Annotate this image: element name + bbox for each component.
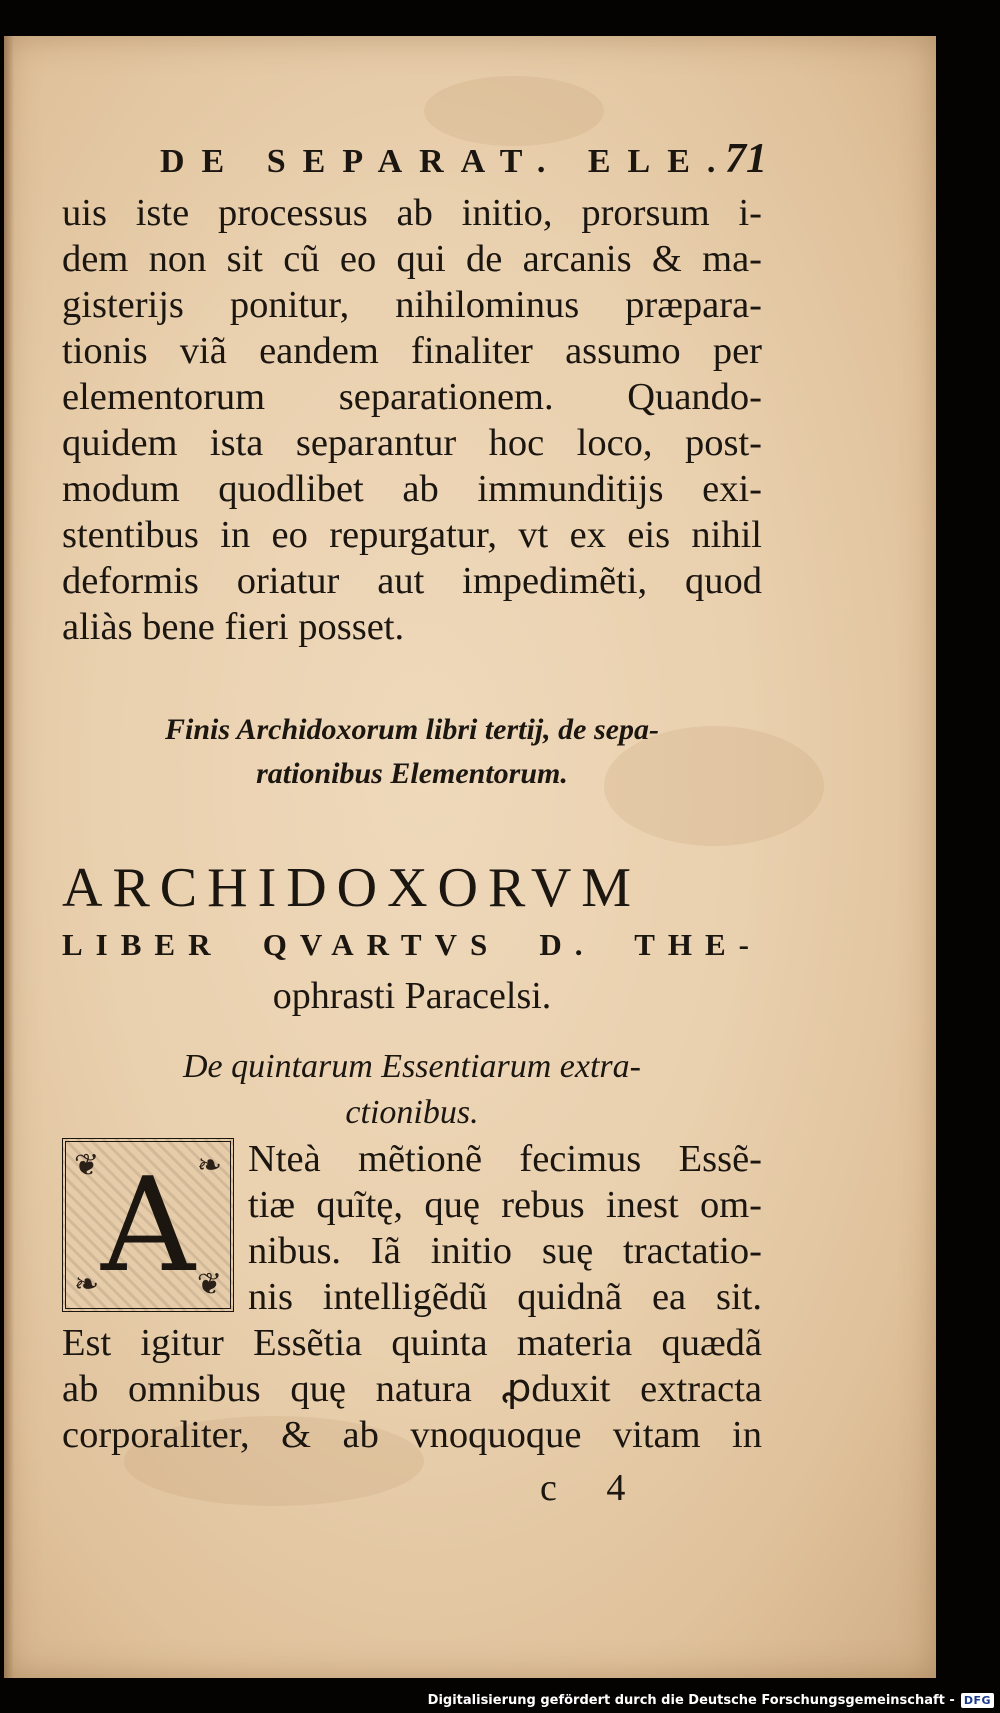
vine-ornament-icon: ❧	[74, 1267, 100, 1302]
main-title: ARCHIDOXORVM	[62, 857, 642, 919]
text-line: dem non sit cũ eo qui de arcanis & ma-	[62, 238, 762, 280]
author-line: ophrasti Paracelsi.	[272, 975, 552, 1017]
dfg-logo-icon: DFG	[961, 1693, 994, 1708]
text-line: Nteà mẽtionẽ fecimus Essẽ-	[248, 1138, 762, 1180]
text-line: stentibus in eo repurgatur, vt ex eis nihil	[62, 514, 762, 556]
decorated-initial	[62, 1138, 234, 1312]
running-head: DE SEPARAT. ELE.	[160, 143, 733, 180]
section-heading-line: De quintarum Essentiarum extra-	[182, 1048, 641, 1085]
colophon	[62, 708, 762, 796]
text-line: elementorum separationem. Quando-	[62, 376, 762, 418]
text-line: aliàs bene fieri posset.	[62, 606, 405, 648]
text-line: modum quodlibet ab immunditijs exi-	[62, 468, 762, 510]
vine-ornament-icon: ❦	[74, 1148, 100, 1183]
colophon-line: rationibus Elementorum.	[256, 757, 568, 790]
text-line: gisterijs ponitur, nihilominus præpara-	[62, 284, 762, 326]
page-edge	[4, 36, 14, 1678]
book-title	[62, 856, 762, 1022]
text-line: tionis viã eandem finaliter assumo per	[62, 330, 762, 372]
digitization-footer	[428, 1689, 994, 1711]
section-heading	[62, 1044, 762, 1136]
page-number: 71	[725, 136, 767, 182]
sub-title: LIBER QVARTVS D. THE-	[62, 927, 762, 962]
section-heading-line: ctionibus.	[345, 1094, 479, 1131]
text-line: deformis oriatur aut impedimẽti, quod	[62, 560, 762, 602]
colophon-line: Finis Archidoxorum libri tertij, de sepa-	[165, 713, 659, 746]
body-paragraph	[62, 190, 762, 650]
text-line: uis iste processus ab initio, prorsum i-	[62, 192, 762, 234]
text-line: ab omnibus quę natura ꝓduxit extracta	[62, 1368, 762, 1410]
vine-ornament-icon: ❦	[196, 1267, 222, 1302]
text-line: tiæ quĩtę, quę rebus inest om-	[248, 1184, 762, 1226]
page-header	[62, 135, 767, 185]
text-line: nis intelligẽdũ quidnã ea sit.	[248, 1276, 762, 1318]
text-line: corporaliter, & ab vnoquoque vitam in	[62, 1414, 762, 1456]
footer-credit: Digitalisierung gefördert durch die Deutsche Forschungsgemeinschaft -	[427, 1692, 955, 1708]
initial-paragraph	[62, 1136, 762, 1458]
signature-mark: c 4	[540, 1467, 646, 1509]
initial-letter: A	[101, 1149, 195, 1301]
text-line: nibus. Iã initio suę tractatio-	[248, 1230, 762, 1272]
text-line: quidem ista separantur hoc loco, post-	[62, 422, 762, 464]
vine-ornament-icon: ❧	[196, 1148, 222, 1183]
text-line: Est igitur Essẽtia quinta materia quædã	[62, 1322, 762, 1364]
